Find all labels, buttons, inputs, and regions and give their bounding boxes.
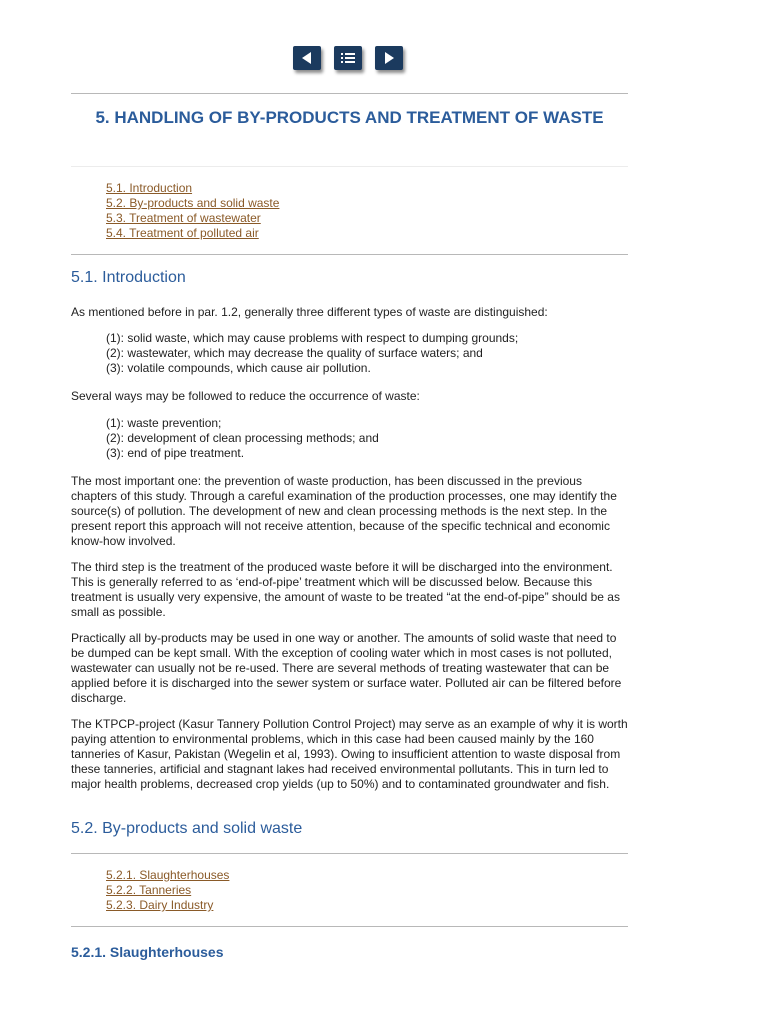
toc-link-wastewater[interactable]: 5.3. Treatment of wastewater	[106, 211, 261, 225]
list-item: (2): wastewater, which may decrease the quality of surface waters; and	[106, 346, 483, 360]
divider	[71, 93, 628, 94]
list-item: (1): waste prevention;	[106, 416, 222, 430]
toc-link-byproducts[interactable]: 5.2. By-products and solid waste	[106, 196, 280, 210]
paragraph: Practically all by-products may be used in one way or another. The amounts of solid waste that need to be dumped can be kept small. With the exception of cooling water which in most cases is not polluted, wastewater can usually not be re-used. There are several methods of treating wastewater that can be applied before it is discharged into the sewer system or surface water. Polluted air can be filtered before discharge.	[71, 631, 622, 705]
toc-link-introduction[interactable]: 5.1. Introduction	[106, 181, 193, 195]
subsection-heading-slaughterhouses: 5.2.1. Slaughterhouses	[71, 944, 224, 960]
list-icon	[340, 51, 356, 65]
previous-button[interactable]	[293, 46, 321, 70]
divider	[71, 853, 628, 854]
list-item: (3): volatile compounds, which cause air pollution.	[106, 361, 371, 375]
navigation-bar	[293, 46, 403, 70]
divider	[71, 166, 628, 167]
toc-link-tanneries[interactable]: 5.2.2. Tanneries	[106, 883, 192, 897]
toc-link-slaughterhouses[interactable]: 5.2.1. Slaughterhouses	[106, 868, 230, 882]
toc-link-polluted-air[interactable]: 5.4. Treatment of polluted air	[106, 226, 259, 240]
contents-button[interactable]	[334, 46, 362, 70]
chapter-toc	[106, 181, 279, 241]
list-item: (2): development of clean processing methods; and	[106, 431, 379, 445]
list-item: (1): solid waste, which may cause problems with respect to dumping grounds;	[106, 331, 519, 345]
next-button[interactable]	[375, 46, 403, 70]
section-heading-byproducts: 5.2. By-products and solid waste	[71, 820, 303, 837]
triangle-right-icon	[382, 51, 396, 65]
triangle-left-icon	[300, 51, 314, 65]
paragraph: The KTPCP-project (Kasur Tannery Pollution Control Project) may serve as an example of why it is worth paying attention to environmental problems, which in this case had been caused mainly by the 160 tanneries of Kasur, Pakistan (Wegelin et al, 1993). Owing to insufficient attention to waste disposal from these tanneries, artificial and stagnant lakes had received environmental pollutants. This in turn led to major health problems, decreased crop yields (up to 50%) and to contaminated groundwater and fish.	[71, 717, 628, 791]
paragraph: As mentioned before in par. 1.2, generally three different types of waste are distinguished:	[71, 305, 548, 319]
page-title: 5. HANDLING OF BY-PRODUCTS AND TREATMENT OF WASTE	[95, 108, 604, 127]
paragraph: Several ways may be followed to reduce the occurrence of waste:	[71, 389, 420, 403]
section-heading-introduction: 5.1. Introduction	[71, 269, 186, 286]
toc-link-dairy-industry[interactable]: 5.2.3. Dairy Industry	[106, 898, 214, 912]
divider	[71, 254, 628, 255]
subsection-toc	[106, 868, 229, 913]
waste-types-list	[106, 331, 518, 376]
divider	[71, 926, 628, 927]
list-item: (3): end of pipe treatment.	[106, 446, 245, 460]
paragraph: The most important one: the prevention of waste production, has been discussed in the previous chapters of this study. Through a careful examination of the production processes, one may identify the source(s) of pollution. The development of new and clean processing methods is the next step. In the present report this approach will not receive attention, because of the specific technical and economic know-how involved.	[71, 474, 617, 548]
paragraph: The third step is the treatment of the produced waste before it will be discharged into the environment. This is generally referred to as ‘end-of-pipe’ treatment which will be discussed below. Because this treatment is usually very expensive, the amount of waste to be treated “at the end-of-pipe” should be as small as possible.	[71, 560, 620, 619]
reduction-ways-list	[106, 416, 379, 461]
